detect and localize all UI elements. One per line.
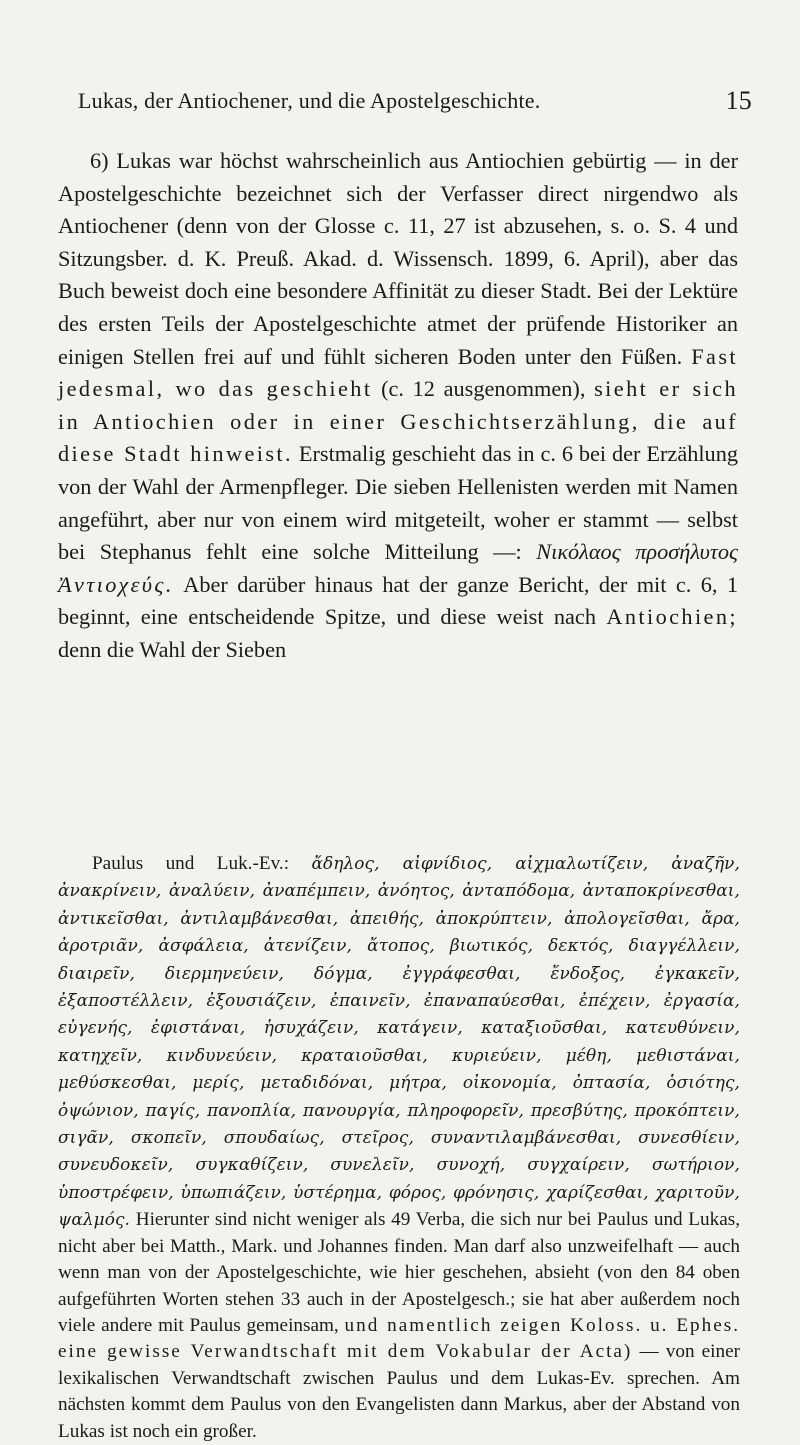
running-head (78, 88, 760, 122)
paragraph-text: denn die Wahl der Sieben (58, 636, 287, 662)
footnote-paragraph (58, 850, 740, 1445)
main-text (58, 145, 738, 667)
emphasized-text: Antiochien; (606, 604, 738, 630)
page-number: 15 (725, 86, 752, 115)
emphasized-text: sieht er sich in Antiochien oder in einer Geschichtserzählung, die auf diese Stadt hinweist. (58, 376, 739, 467)
greek-word-list: ἄδηλος, αἰφνίδιος, αἰχμαλωτίζειν, ἀναζῆν, ἀνακρίνειν, ἀναλύειν, ἀναπέμπειν, ἀνόητος, ἀνταπόδομα, ἀνταποκρίνεσθαι, ἀντικεῖσθαι, ἀντιλαμβάνεσθαι, ἀπειθής, ἀποκρύπτειν, ἀπολογεῖσθαι, ἄρα, ἀροτριᾶν, ἀσφάλεια, ἀτενίζειν, ἄτοπος, βιωτικός, δεκτός, διαγγέλλειν, διαιρεῖν, διερμηνεύειν, δόγμα, ἐγγράφεσθαι, ἔνδοξος, ἐγκακεῖν, ἐξαποστέλλειν, ἐξουσιάζειν, ἐπαινεῖν, ἐπαναπαύεσθαι, ἐπέχειν, ἐργασία, εὐγενής, ἐφιστάναι, ἡσυχάζειν, κατάγειν, καταξιοῦσθαι, κατευθύνειν, κατηχεῖν, κινδυνεύειν, κραταιοῦσθαι, κυριεύειν, μέθη, μεθιστάναι, μεθύσκεσθαι, μερίς, μεταδιδόναι, μήτρα, οἰκονομία, ὀπτασία, ὁσιότης, ὀψώνιον, παγίς, πανοπλία, πανουργία, πληροφορεῖν, πρεσβύτης, προκόπτειν, σιγᾶν, σκοπεῖν, σπουδαίως, στεῖρος, συναντιλαμβάνεσθαι, συνεσθίειν, συνευδοκεῖν, συγκαθίζειν, συνελεῖν, συνοχή, συγχαίρειν, σωτήριον, ὑποστρέφειν, ὑπωπιάζειν, ὑστέρημα, φόρος, φρόνησις, χαρίζεσθαι, χαριτοῦν, ψαλμός. (58, 853, 740, 1230)
running-title: Lukas, der Antiochener, und die Apostelgeschichte. (78, 88, 541, 113)
footnote-text: Hierunter sind nicht weniger als 49 Verba, die sich nur bei Paulus und Lukas, nicht aber bei Matth., Mark. und Johannes finden. Man darf also unzweifelhaft — auch wenn man von der Apostelgeschichte, wie hier geschehen, absieht (von den 84 oben aufgeführten Worten stehen 33 auch in der Apostelgesch.; sie hat aber außerdem noch viele andere mit Paulus gemeinsam, (58, 1209, 740, 1336)
paragraph-text: Erstmalig geschieht das in c. 6 bei der Erzählung von der Wahl der Armenpfleger. Die sieben Hellenisten werden mit Namen angeführt, aber nur von einem wird mitgeteilt, woher er stammt — selbst bei Stephanus fehlt eine solche Mitteilung —: (58, 441, 739, 565)
emphasized-text: Fast jedesmal, wo das geschieht (58, 343, 738, 402)
paragraph-text: (c. 12 ausgenommen), (381, 376, 586, 402)
paragraph-text: Aber darüber hinaus hat der ganze Bericht, der mit c. 6, 1 beginnt, eine entscheidende Spitze, und diese weist nach (58, 571, 738, 630)
greek-quote-emphasized: Ἀντιοχεύς. (58, 571, 174, 597)
footnote-emphasized: und namentlich zeigen Koloss. u. Ephes. eine gewisse Verwandtschaft mit dem Vokabular der Acta) (58, 1314, 741, 1363)
paragraph-6 (58, 145, 738, 667)
footnote (58, 850, 740, 1445)
greek-quote: Νικόλαος προσήλυτος (536, 539, 739, 565)
paragraph-text: 6) Lukas war höchst wahrscheinlich aus Antiochien gebürtig — in der Apostelgeschichte bezeichnet sich der Verfasser direct nirgendwo als Antiochener (denn von der Glosse c. 11, 27 ist abzusehen, s. o. S. 4 und Sitzungsber. d. K. Preuß. Akad. d. Wissensch. 1899, 6. April), aber das Buch beweist doch eine besondere Affinität zu dieser Stadt. Bei der Lektüre des ersten Teils der Apostelgeschichte atmet der prüfende Historiker an einigen Stellen frei auf und fühlt sicheren Boden unter den Füßen. (58, 148, 738, 369)
footnote-intro: Paulus und Luk.-Ev.: (92, 853, 290, 874)
footnote-text: — von einer lexikalischen Verwandtschaft zwischen Paulus und dem Lukas-Ev. sprechen. Am nächsten kommt dem Paulus von den Evangelisten dann Markus, aber der Abstand von Lukas ist noch ein großer. (58, 1341, 740, 1442)
